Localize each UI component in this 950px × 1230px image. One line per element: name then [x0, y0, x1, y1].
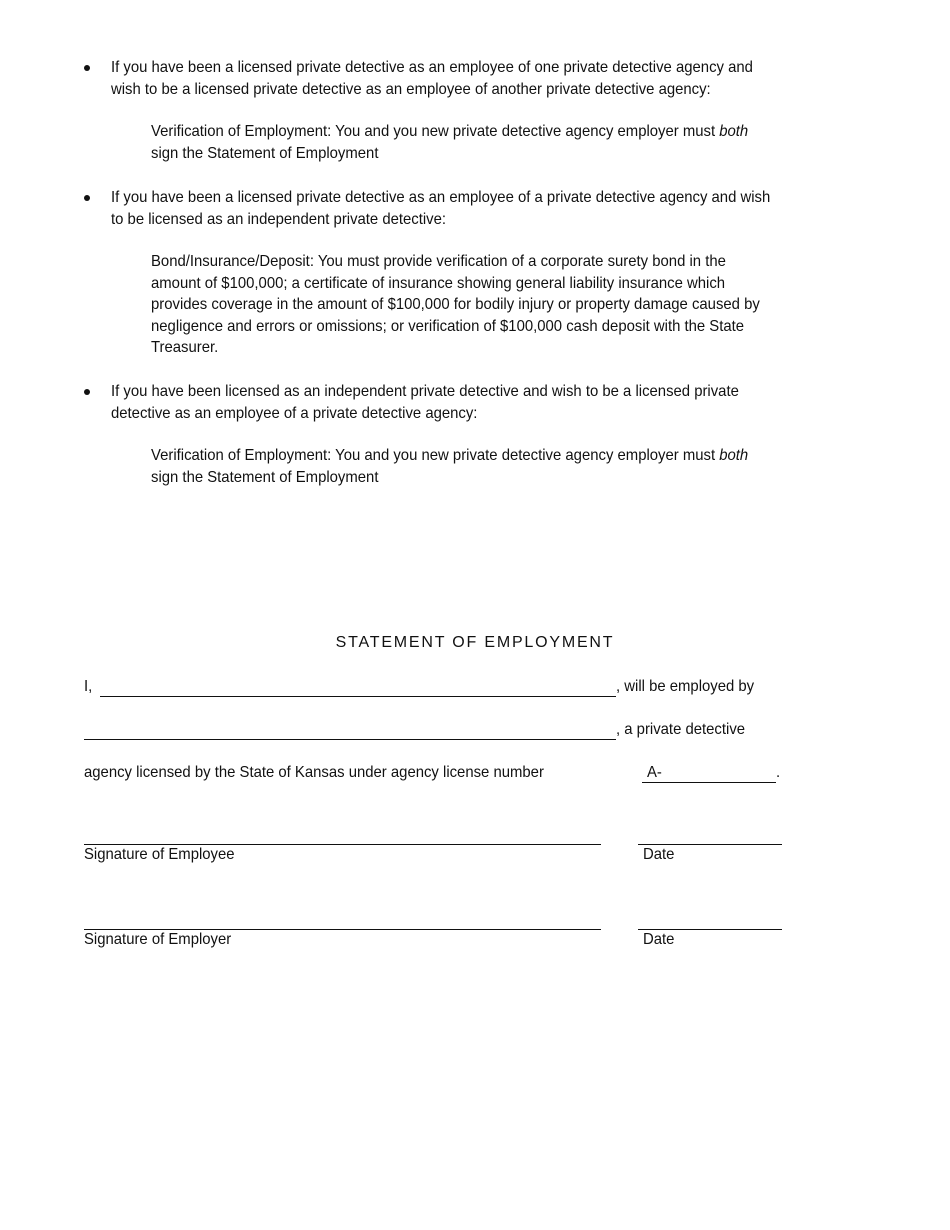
bullet-item-2 [84, 187, 884, 230]
bullet-icon [84, 65, 90, 71]
bullet-item-1 [84, 57, 884, 100]
bullet-1-detail [151, 121, 748, 164]
bullet-1-detail-emphasis: both [719, 123, 749, 140]
bullet-1-line-2: wish to be a licensed private detective as an employee of another private detective agency: [111, 80, 711, 98]
bullet-1-detail-line-1: Verification of Employment: You and you new private detective agency employer must [151, 123, 720, 140]
employee-date-label: Date [643, 846, 675, 863]
agency-name-field[interactable] [84, 739, 616, 740]
employed-by-label: , will be employed by [616, 678, 755, 695]
bullet-2-detail-line-2: amount of $100,000; a certificate of insurance showing general liability insurance which [151, 274, 726, 292]
bullet-1-line-1: If you have been a licensed private detective as an employee of one private detective agency and [111, 59, 753, 76]
bullet-icon [84, 389, 90, 395]
license-period: . [776, 764, 781, 781]
bullet-2-detail-line-3: provides coverage in the amount of $100,000 for bodily injury or property damage caused by [151, 296, 760, 313]
agency-license-text: agency licensed by the State of Kansas under agency license number [84, 764, 544, 781]
employee-signature-label: Signature of Employee [84, 846, 235, 863]
license-number-field[interactable] [642, 782, 776, 783]
statement-title: STATEMENT OF EMPLOYMENT [335, 634, 615, 651]
employer-date-line[interactable] [638, 929, 782, 930]
employee-name-field[interactable] [100, 696, 616, 697]
license-prefix: A- [647, 764, 662, 781]
bullet-2-line-1: If you have been a licensed private detective as an employee of a private detective agency and wish [111, 189, 771, 206]
employee-date-line[interactable] [638, 844, 782, 845]
bullet-2-line-2: to be licensed as an independent private detective: [111, 210, 447, 228]
bullet-2-detail [151, 251, 760, 359]
bullet-3-detail-emphasis: both [719, 447, 749, 464]
bullet-item-3 [84, 381, 884, 424]
bullet-3-detail-line-1: Verification of Employment: You and you new private detective agency employer must [151, 447, 720, 464]
bullet-3-detail-line-2: sign the Statement of Employment [151, 468, 379, 486]
private-detective-label: , a private detective [616, 721, 746, 738]
bullet-3-detail [151, 445, 748, 488]
employer-signature-label: Signature of Employer [84, 931, 232, 948]
employer-signature-line[interactable] [84, 929, 601, 930]
bullet-3-line-2: detective as an employee of a private detective agency: [111, 404, 478, 422]
employee-signature-line[interactable] [84, 844, 601, 845]
bullet-2-detail-line-4: negligence and errors or omissions; or verification of $100,000 cash deposit with the State [151, 317, 745, 335]
bullet-2-detail-line-1: Bond/Insurance/Deposit: You must provide verification of a corporate surety bond in the [151, 253, 726, 270]
bullet-icon [84, 195, 90, 201]
bullet-2-detail-line-5: Treasurer. [151, 339, 219, 356]
i-label: I, [84, 678, 93, 695]
employer-date-label: Date [643, 931, 675, 948]
bullet-3-line-1: If you have been licensed as an independent private detective and wish to be a licensed private [111, 383, 739, 400]
bullet-1-detail-line-2: sign the Statement of Employment [151, 144, 379, 162]
